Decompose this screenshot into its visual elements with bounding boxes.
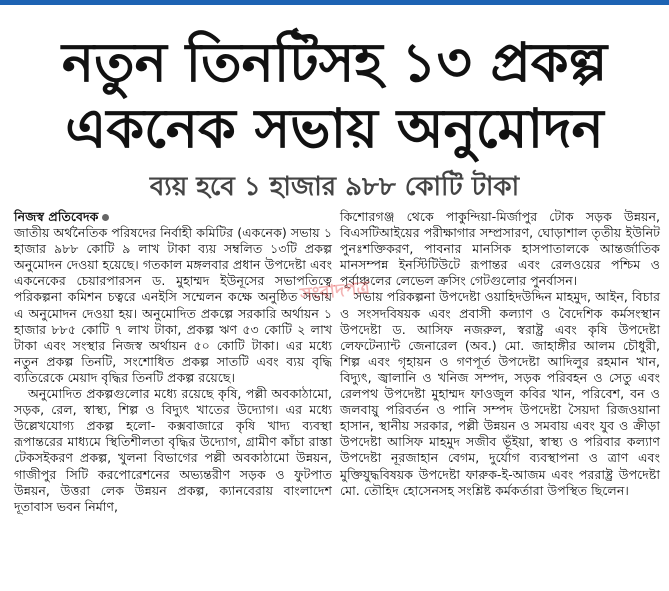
byline-paragraph (14, 209, 332, 225)
left-paragraph-1: জাতীয় অর্থনৈতিক পরিষদের নির্বাহী কমিটির (একনেক) সভায় ১ হাজার ৯৮৮ কোটি ৯ লাখ টাকা ব্যয় সম্বলিত ১৩টি প্রকল্প অনুমোদন দেওয়া হয়েছে। গতকাল মঙ্গলবার প্রধান উপদেষ্টা এবং একনেকের চেয়ারপারসন ড. মুহাম্মদ ইউনূসের সভাপতিত্বে পরিকল্পনা কমিশন চত্বরে এনইসি সম্মেলন কক্ষে অনুষ্ঠিত সভায় এ অনুমোদন দেওয়া হয়। অনুমোদিত প্রকল্পে সরকারি অর্থায়ন ১ হাজার ৮৮৫ কোটি ৭ লাখ টাকা, প্রকল্প ঋণ ৫৩ কোটি ২ লাখ টাকা এবং সংস্থার নিজস্ব অর্থায়ন ৫০ কোটি টাকা। এর মধ্যে নতুন প্রকল্প তিনটি, সংশোধিত প্রকল্প সাতটি এবং ব্যয় বৃদ্ধি ব্যতিরেকে মেয়াদ বৃদ্ধির তিনটি প্রকল্প রয়েছে। (14, 225, 332, 385)
right-paragraph-2: সভায় পরিকল্পনা উপদেষ্টা ওয়াহিদউদ্দিন মাহমুদ, আইন, বিচার ও সংসদবিষয়ক এবং প্রবাসী কল্যাণ ও বৈদেশিক কর্মসংস্থান উপদেষ্টা ড. আসিফ নজরুল, স্বরাষ্ট্র এবং কৃষি উপদেষ্টা লেফটেন্যান্ট জেনারেল (অব.) মো. জাহাঙ্গীর আলম চৌধুরী, শিল্প এবং গৃহায়ন ও গণপূর্ত উপদেষ্টা আদিলুর রহমান খান, বিদ্যুৎ, জ্বালানি ও খনিজ সম্পদ, সড়ক পরিবহন ও সেতু এবং রেলপথ উপদেষ্টা মুহাম্মদ ফাওজুল কবির খান, পরিবেশ, বন ও জলবায়ু পরিবর্তন ও পানি সম্পদ উপদেষ্টা সৈয়দা রিজওয়ানা হাসান, স্থানীয় সরকার, পল্লী উন্নয়ন ও সমবায় এবং যুব ও ক্রীড়া উপদেষ্টা আসিফ মাহমুদ সজীব ভূঁইয়া, স্বাস্থ্য ও পরিবার কল্যাণ উপদেষ্টা নূরজাহান বেগম, দুর্যোগ ব্যবস্থাপনা ও ত্রাণ এবং মুক্তিযুদ্ধবিষয়ক উপদেষ্টা ফারুক-ই-আজম এবং পররাষ্ট্র উপদেষ্টা মো. তৌহিদ হোসেনসহ সংশ্লিষ্ট কর্মকর্তারা উপস্থিত ছিলেন। (340, 289, 660, 498)
byline-bullet-icon (102, 214, 109, 221)
top-rule (0, 0, 669, 5)
headline-line-1: নতুন তিনটিসহ ১৩ প্রকল্প (61, 31, 608, 94)
article-column-right (340, 209, 660, 499)
subheadline: ব্যয় হবে ১ হাজার ৯৮৮ কোটি টাকা (149, 172, 520, 202)
headline (0, 30, 669, 162)
watermark-logo: সংবাদপত্র (299, 277, 371, 306)
headline-line-2: একনেক সভায় অনুমোদন (65, 97, 604, 160)
right-paragraph-1: কিশোরগঞ্জ থেকে পাকুন্দিয়া-মির্জাপুর টোক সড়ক উন্নয়ন, বিএসটিআইয়ের পরীক্ষাগার সম্প্রসারণ, ঘোড়াশাল তৃতীয় ইউনিট পুনঃশক্তিকরণ, পাবনার মানসিক হাসপাতালকে আন্তর্জাতিক মানসম্পন্ন ইনস্টিটিউটে রূপান্তর এবং রেলওয়ের পশ্চিম ও পূর্বাঞ্চলের লেভেল ক্রসিং গেটগুলোর পুনর্বাসন। (340, 209, 660, 289)
article-column-left (14, 209, 332, 515)
left-paragraph-2: অনুমোদিত প্রকল্পগুলোর মধ্যে রয়েছে কৃষি, পল্লী অবকাঠামো, সড়ক, রেল, স্বাস্থ্য, শিল্প ও বিদ্যুৎ খাতের উদ্যোগ। এর মধ্যে উল্লেখযোগ্য প্রকল্প হলো- কক্সবাজারে কৃষি খাদ্য ব্যবস্থা রূপান্তরের মাধ্যমে স্থিতিশীলতা বৃদ্ধির উদ্যোগ, গ্রামীণ কাঁচা রাস্তা টেকসইকরণ প্রকল্প, খুলনা বিভাগের পল্লী অবকাঠামো উন্নয়ন, গাজীপুর সিটি করপোরেশনের অভ্যন্তরীণ সড়ক ও ফুটপাত উন্নয়ন, উত্তরা লেক উন্নয়ন প্রকল্প, ক্যানবেরায় বাংলাদেশ দূতাবাস ভবন নির্মাণ, (14, 386, 332, 514)
byline: নিজস্ব প্রতিবেদক (14, 209, 99, 224)
